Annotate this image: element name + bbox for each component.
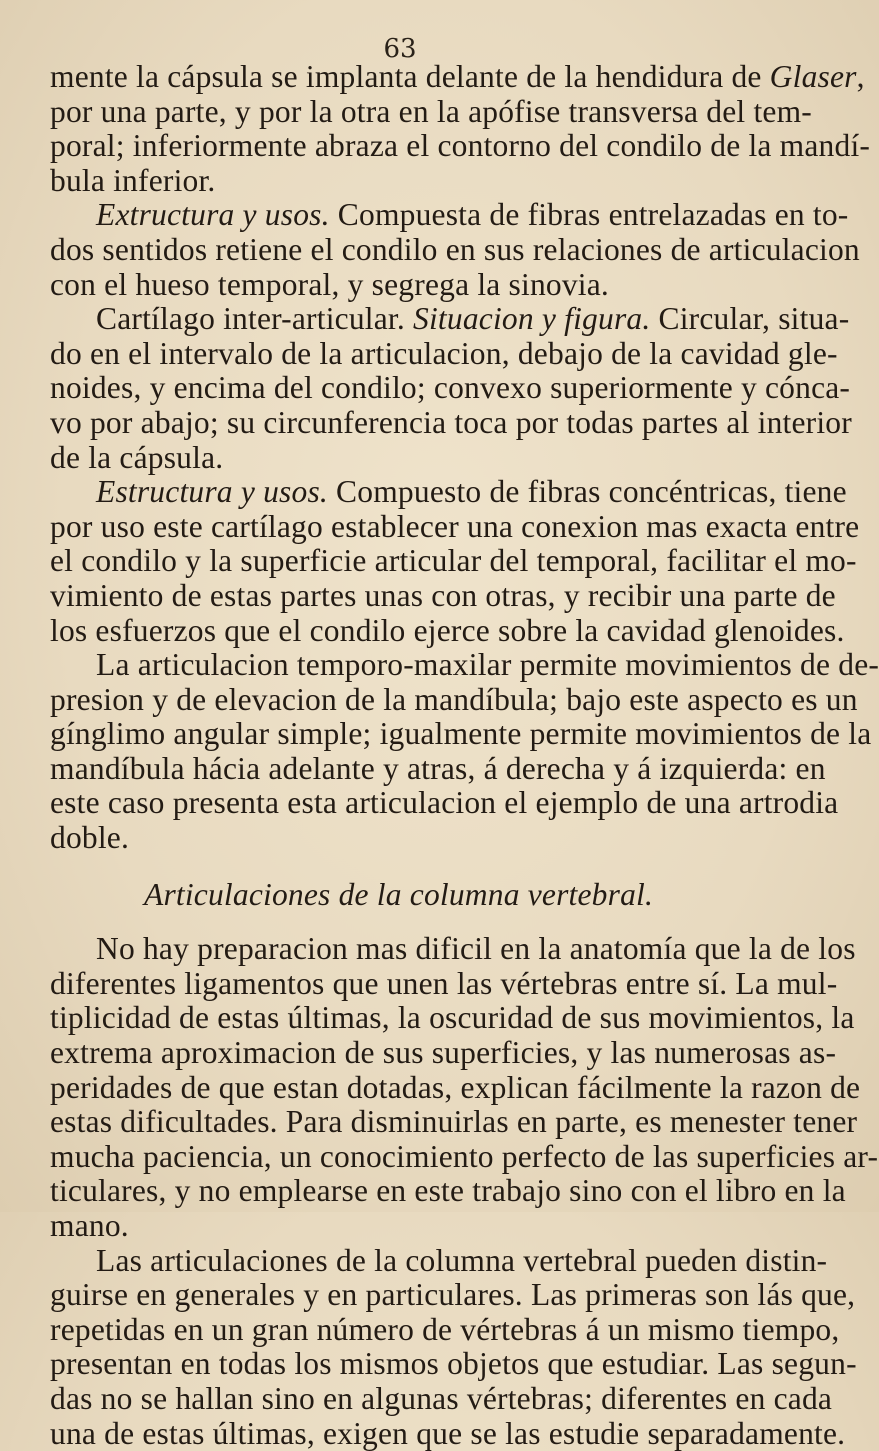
text-line: [50, 404, 852, 441]
text-span: por uso este cartílago establecer una conexion mas exacta entre: [50, 508, 860, 544]
text-line: [50, 335, 838, 372]
text-line: [50, 965, 838, 1002]
text-line: [50, 370, 851, 406]
text-line: [50, 543, 857, 579]
text-span: bula inferior.: [50, 162, 216, 198]
text-span: diferentes ligamentos que unen las vértebras entre sí. La mul-: [50, 965, 838, 1001]
text-span: mucha paciencia, un conocimiento perfecto de las superficies ar-: [50, 1138, 879, 1174]
section-heading: [50, 878, 776, 913]
text-line: [50, 268, 776, 303]
text-span: dos sentidos retiene el condilo en sus relaciones de articulacion: [50, 231, 860, 267]
body-text: [50, 59, 879, 1451]
text-span: ticulares, y no emplearse en este trabajo sino con el libro en la: [50, 1173, 846, 1209]
text-line: [50, 1173, 846, 1209]
text-span: mandíbula hácia adelante y atras, á derecha y á izquierda: en: [50, 750, 826, 786]
italic-text: Articulaciones de la columna vertebral.: [144, 876, 654, 912]
text-span: mente la cápsula se implanta delante de la hendidura de: [50, 59, 770, 94]
text-line: [50, 1035, 837, 1071]
text-line: [50, 577, 836, 614]
text-span: peridades de que estan dotadas, explican fácilmente la razon de: [50, 1069, 861, 1105]
text-span: No hay preparacion mas dificil en la anatomía que la de los: [96, 931, 856, 967]
page-number: 63: [383, 34, 417, 64]
text-span: doble.: [50, 820, 130, 856]
text-span: Circular, situa-: [650, 301, 850, 337]
text-line: [50, 612, 845, 649]
text-line: [50, 647, 879, 683]
text-span: vimiento de estas partes unas con otras, y recibir una parte de: [50, 577, 836, 613]
text-span: noides, y encima del condilo; convexo superiormente y cónca-: [50, 370, 851, 406]
text-span: ,: [856, 59, 865, 94]
text-line: [50, 785, 839, 821]
text-line: [50, 1311, 840, 1348]
text-span: poral; inferiormente abraza el contorno del condilo de la mandí-: [50, 128, 871, 164]
text-span: presentan en todas los mismos objetos que estudiar. Las segun-: [50, 1346, 857, 1382]
text-line: [50, 1104, 858, 1140]
text-line: [50, 1380, 833, 1417]
text-line: [50, 474, 847, 510]
text-line: [50, 441, 776, 476]
text-span: extrema aproximacion de sus superficies, y las numerosas as-: [50, 1035, 837, 1071]
text-span: por una parte, y por la otra en la apófise transversa del tem-: [50, 93, 812, 129]
text-span: con el hueso temporal, y segrega la sinovia.: [50, 266, 610, 302]
text-span: Las articulaciones de la columna vertebral pueden distin-: [96, 1242, 828, 1278]
text-span: de la cápsula.: [50, 439, 224, 475]
text-line: [50, 1209, 776, 1244]
text-line: [50, 1000, 855, 1036]
text-line: [50, 1138, 879, 1175]
text-line: [50, 231, 860, 268]
text-span: Compuesto de fibras concéntricas, tiene: [327, 474, 847, 510]
text-span: do en el intervalo de la articulacion, debajo de la cavidad gle-: [50, 335, 838, 371]
text-line: [50, 750, 826, 787]
text-span: tiplicidad de estas últimas, la oscuridad de sus movimientos, la: [50, 1000, 855, 1036]
text-line: [50, 1242, 828, 1279]
text-line: [50, 1346, 857, 1382]
text-span: una de estas últimas, exigen que se las estudie separadamente.: [50, 1415, 846, 1451]
text-span: el condilo y la superficie articular del temporal, facilitar el mo-: [50, 543, 857, 579]
text-line: [50, 1069, 861, 1106]
text-span: mano.: [50, 1208, 129, 1243]
text-span: los esfuerzos que el condilo ejerce sobre la cavidad glenoides.: [50, 612, 845, 648]
text-span: das no se hallan sino en algunas vértebras; diferentes en cada: [50, 1380, 833, 1416]
text-span: estas dificultades. Para disminuirlas en parte, es menester tener: [50, 1104, 858, 1140]
text-line: [50, 931, 856, 967]
text-span: repetidas en un gran número de vértebras á un mismo tiempo,: [50, 1311, 840, 1347]
text-span: Cartílago inter-articular.: [96, 301, 414, 337]
text-line: [50, 93, 812, 130]
text-line: [50, 508, 860, 545]
text-span: gínglimo angular simple; igualmente permite movimientos de la: [50, 716, 872, 752]
text-line: [50, 1415, 846, 1451]
text-span: guirse en generales y en particulares. Las primeras son lás que,: [50, 1277, 856, 1313]
italic-text: Situacion y figura.: [413, 301, 651, 337]
text-span: vo por abajo; su circunferencia toca por todas partes al interior: [50, 404, 852, 440]
text-span: presion y de elevacion de la mandíbula; bajo este aspecto es un: [50, 681, 858, 717]
text-line: [50, 1277, 856, 1313]
text-line: [50, 716, 872, 752]
text-line: [50, 197, 849, 233]
italic-text: Glaser: [769, 59, 857, 94]
text-line: [50, 681, 858, 718]
text-span: Compuesta de fibras entrelazadas en to-: [329, 197, 849, 233]
text-span: este caso presenta esta articulacion el ejemplo de una artrodia: [50, 785, 839, 821]
text-line: [50, 164, 776, 199]
text-line: [50, 59, 865, 95]
text-span: La articulacion temporo-maxilar permite movimientos de de-: [96, 647, 879, 683]
italic-text: Estructura y usos.: [96, 474, 328, 510]
italic-text: Extructura y usos.: [96, 197, 330, 233]
text-line: [50, 821, 776, 856]
text-line: [50, 301, 850, 337]
text-line: [50, 128, 871, 164]
